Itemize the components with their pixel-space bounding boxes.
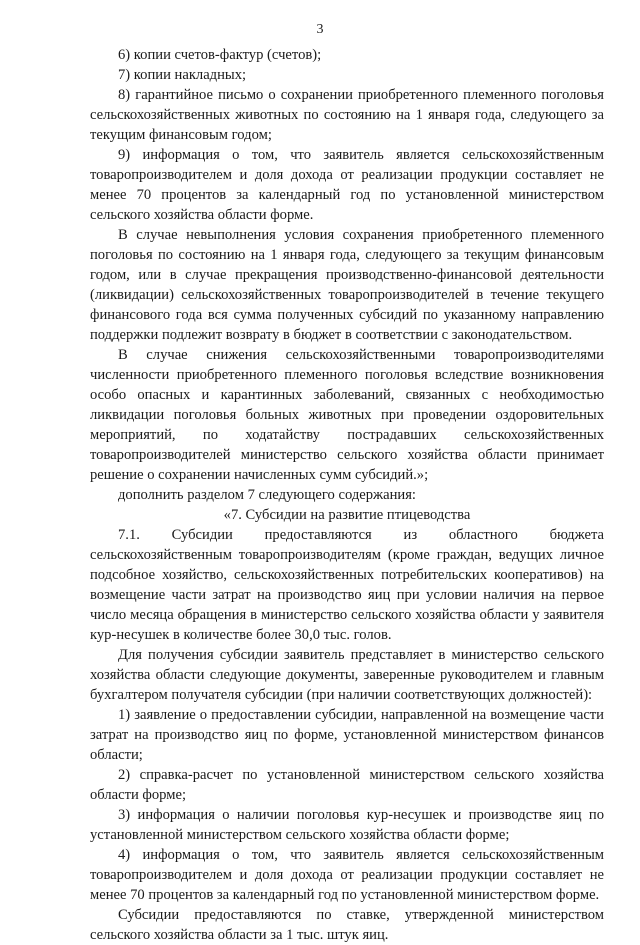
paragraph-reduction: В случае снижения сельскохозяйственными товаропроизводителями численности приобретенного племенного поголовья вследствие возникновения особо опасных и карантинных заболеваний, связанных с необходимостью ликвидации поголовья больных животных при проведении оздоровительных мероприятий, по ходатайству пострадавших сельскохозяйственных товаропроизводителей министерство сельского хозяйства области принимает решение о сохранении начисленных сумм субсидий.»; <box>90 347 604 483</box>
paragraph-failure: В случае невыполнения условия сохранения приобретенного племенного поголовья по состоянию на 1 января года, следующего за текущим финансовым годом, или в случае прекращения производственно-финансовой деятельности (ликвидации) сельскохозяйственных товаропроизводителей в течение текущего финансового года вся сумма полученных субсидий по указанному направлению поддержки подлежит возврату в бюджет в соответствии с законодательством. <box>90 227 604 343</box>
list-item: 9) информация о том, что заявитель является сельскохозяйственным товаропроизводителем и доля дохода от реализации продукции составляет не менее 70 процентов за календарный год по установленной министерством сельского хозяйства области форме. <box>90 147 604 223</box>
paragraph-rate: Субсидии предоставляются по ставке, утвержденной министерством сельского хозяйства области за 1 тыс. штук яиц. <box>90 907 604 943</box>
list-item: 3) информация о наличии поголовья кур-несушек и производстве яиц по установленной министерством сельского хозяйства области форме; <box>90 807 604 843</box>
paragraph-7-1: 7.1. Субсидии предоставляются из областного бюджета сельскохозяйственным товаропроизводителям (кроме граждан, ведущих личное подсобное хозяйство, сельскохозяйственных потребительских кооперативов) на возмещение части затрат на производство яиц при условии наличия на первое число месяца обращения в министерство сельского хозяйства области у заявителя кур-несушек в количестве более 30,0 тыс. голов. <box>90 527 604 643</box>
list-item: 7) копии накладных; <box>118 67 247 83</box>
list-item: 4) информация о том, что заявитель является сельскохозяйственным товаропроизводителем и доля дохода от реализации продукции составляет не менее 70 процентов за календарный год по установленной министерством форме. <box>90 847 604 903</box>
list-item: 1) заявление о предоставлении субсидии, направленной на возмещение части затрат на производство яиц по форме, установленной министерством финансов области; <box>90 707 604 763</box>
section-title: «7. Субсидии на развитие птицеводства <box>223 507 471 523</box>
document-body <box>90 45 604 945</box>
add-section-line: дополнить разделом 7 следующего содержания: <box>118 487 416 503</box>
page-number: 3 <box>316 22 324 37</box>
paragraph-docs: Для получения субсидии заявитель представляет в министерство сельского хозяйства области следующие документы, заверенные руководителем и главным бухгалтером получателя субсидии (при наличии соответствующих должностей): <box>90 647 604 703</box>
list-item: 8) гарантийное письмо о сохранении приобретенного племенного поголовья сельскохозяйственных животных по состоянию на 1 января года, следующего за текущим финансовым годом; <box>90 87 604 143</box>
list-item: 2) справка-расчет по установленной министерством сельского хозяйства области форме; <box>90 767 604 803</box>
list-item: 6) копии счетов-фактур (счетов); <box>118 47 322 63</box>
